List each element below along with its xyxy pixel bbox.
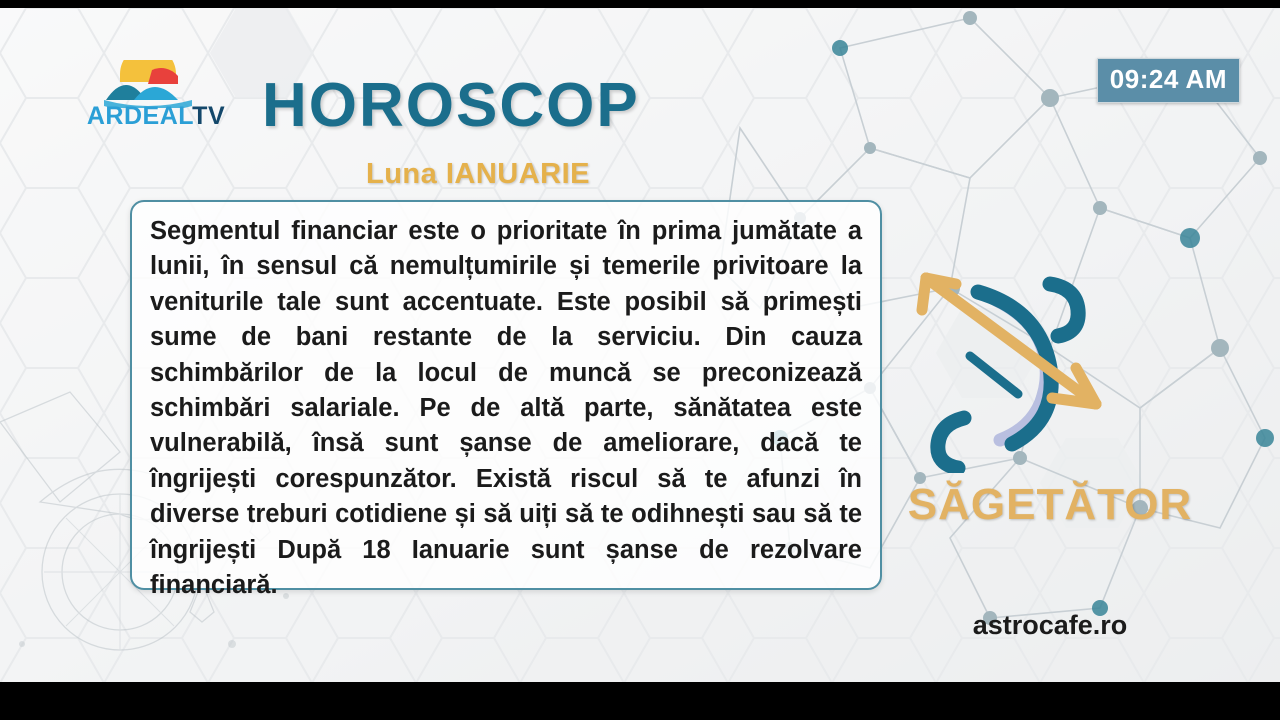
forecast-textbox <box>130 200 882 600</box>
page-title: HOROSCOP <box>262 71 640 140</box>
logo-text-accent: TV <box>192 102 226 130</box>
forecast-text: Segmentul financiar este o prioritate în prima jumătate a lunii, în sensul că nemulțumirile și temerile privitoare la veniturile tale sunt accentuate. Este posibil să primești sume de bani restante de la serviciu. Din cauza schimbărilor de la locul de muncă se preconizează schimbări salariale. Pe de altă parte, sănătatea este vulnerabilă, însă sunt șanse de ameliorare, dacă te îngrijești corespunzător. Există riscul să te afunzi în diverse treburi cotidiene și să uiți să te odihnești sau să te îngrijești După 18 Ianuarie sunt șanse de rezolvare financiară. <box>150 217 862 600</box>
source-credit: astrocafe.ro <box>972 610 1128 640</box>
logo-text-main: ARDEAL <box>86 102 193 130</box>
zodiac-sign-name: SĂGETĂTOR <box>907 480 1193 529</box>
clock-badge: 09:24 AM <box>1097 58 1240 103</box>
horoscope-graphic <box>0 8 1280 682</box>
page-subtitle: Luna IANUARIE <box>366 158 590 190</box>
channel-logo <box>68 60 244 138</box>
logo-text <box>68 102 244 131</box>
sagittarius-bow-arrow-icon <box>900 248 1130 473</box>
mountain-sun-logo-icon <box>100 60 196 108</box>
